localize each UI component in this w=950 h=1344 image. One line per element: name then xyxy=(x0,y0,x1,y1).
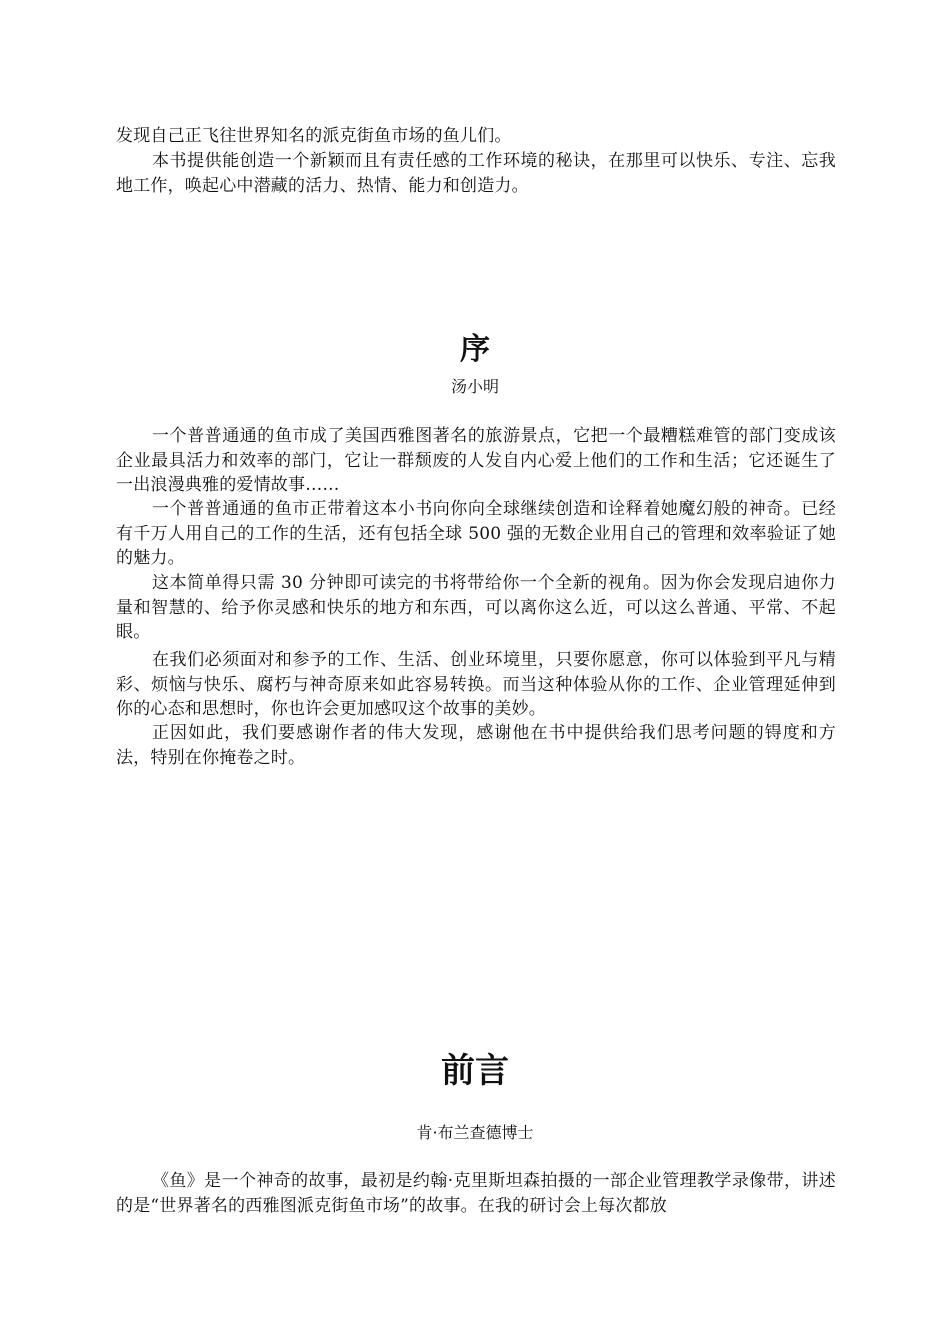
preface-paragraph-3: 这本简单得只需 30 分钟即可读完的书将带给你一个全新的视角。因为你会发现启迪你力量和智慧的、给予你灵感和快乐的地方和东西，可以离你这么近，可以这么普通、平常、不起眼。 xyxy=(116,573,836,642)
intro-paragraph-1: 发现自己正飞往世界知名的派克街鱼市场的鱼儿们。 xyxy=(116,126,512,146)
preface-paragraph-4: 在我们必须面对和参予的工作、生活、创业环境里，只要你愿意，你可以体验到平凡与精彩、烦恼与快乐、腐朽与神奇原来如此容易转换。而当这种体验从你的工作、企业管理延伸到你的心态和思想时，你也许会更加感叹这个故事的美妙。 xyxy=(116,650,836,719)
preface-paragraph-2: 一个普普通通的鱼市正带着这本小书向你向全球继续创造和诠释着她魔幻般的神奇。已经有千万人用自己的工作的生活，还有包括全球 500 强的无数企业用自己的管理和效率验证了她的魅力。 xyxy=(116,499,836,568)
foreword-paragraph-1: 《鱼》是一个神奇的故事，最初是约翰·克里斯坦森拍摄的一部企业管理教学录像带，讲述的是“世界著名的西雅图派克街鱼市场”的故事。在我的研讨会上每次都放 xyxy=(116,1171,836,1216)
preface-paragraph-1: 一个普普通通的鱼市成了美国西雅图著名的旅游景点，它把一个最糟糕难管的部门变成该企业最具活力和效率的部门，它让一群颓废的人发自内心爱上他们的工作和生活；它还诞生了一出浪漫典雅的爱情故事…… xyxy=(116,426,836,495)
intro-paragraph-2: 本书提供能创造一个新颖而且有责任感的工作环境的秘诀，在那里可以快乐、专注、忘我地工作，唤起心中潜藏的活力、热情、能力和创造力。 xyxy=(116,151,836,196)
preface-author: 汤小明 xyxy=(450,377,499,396)
preface-paragraph-5: 正因如此，我们要感谢作者的伟大发现，感谢他在书中提供给我们思考问题的锝度和方法，特别在你掩卷之时。 xyxy=(116,723,836,768)
foreword-title: 前言 xyxy=(441,1051,509,1091)
preface-title: 序 xyxy=(460,332,490,367)
foreword-author: 肯·布兰查德博士 xyxy=(416,1123,534,1142)
